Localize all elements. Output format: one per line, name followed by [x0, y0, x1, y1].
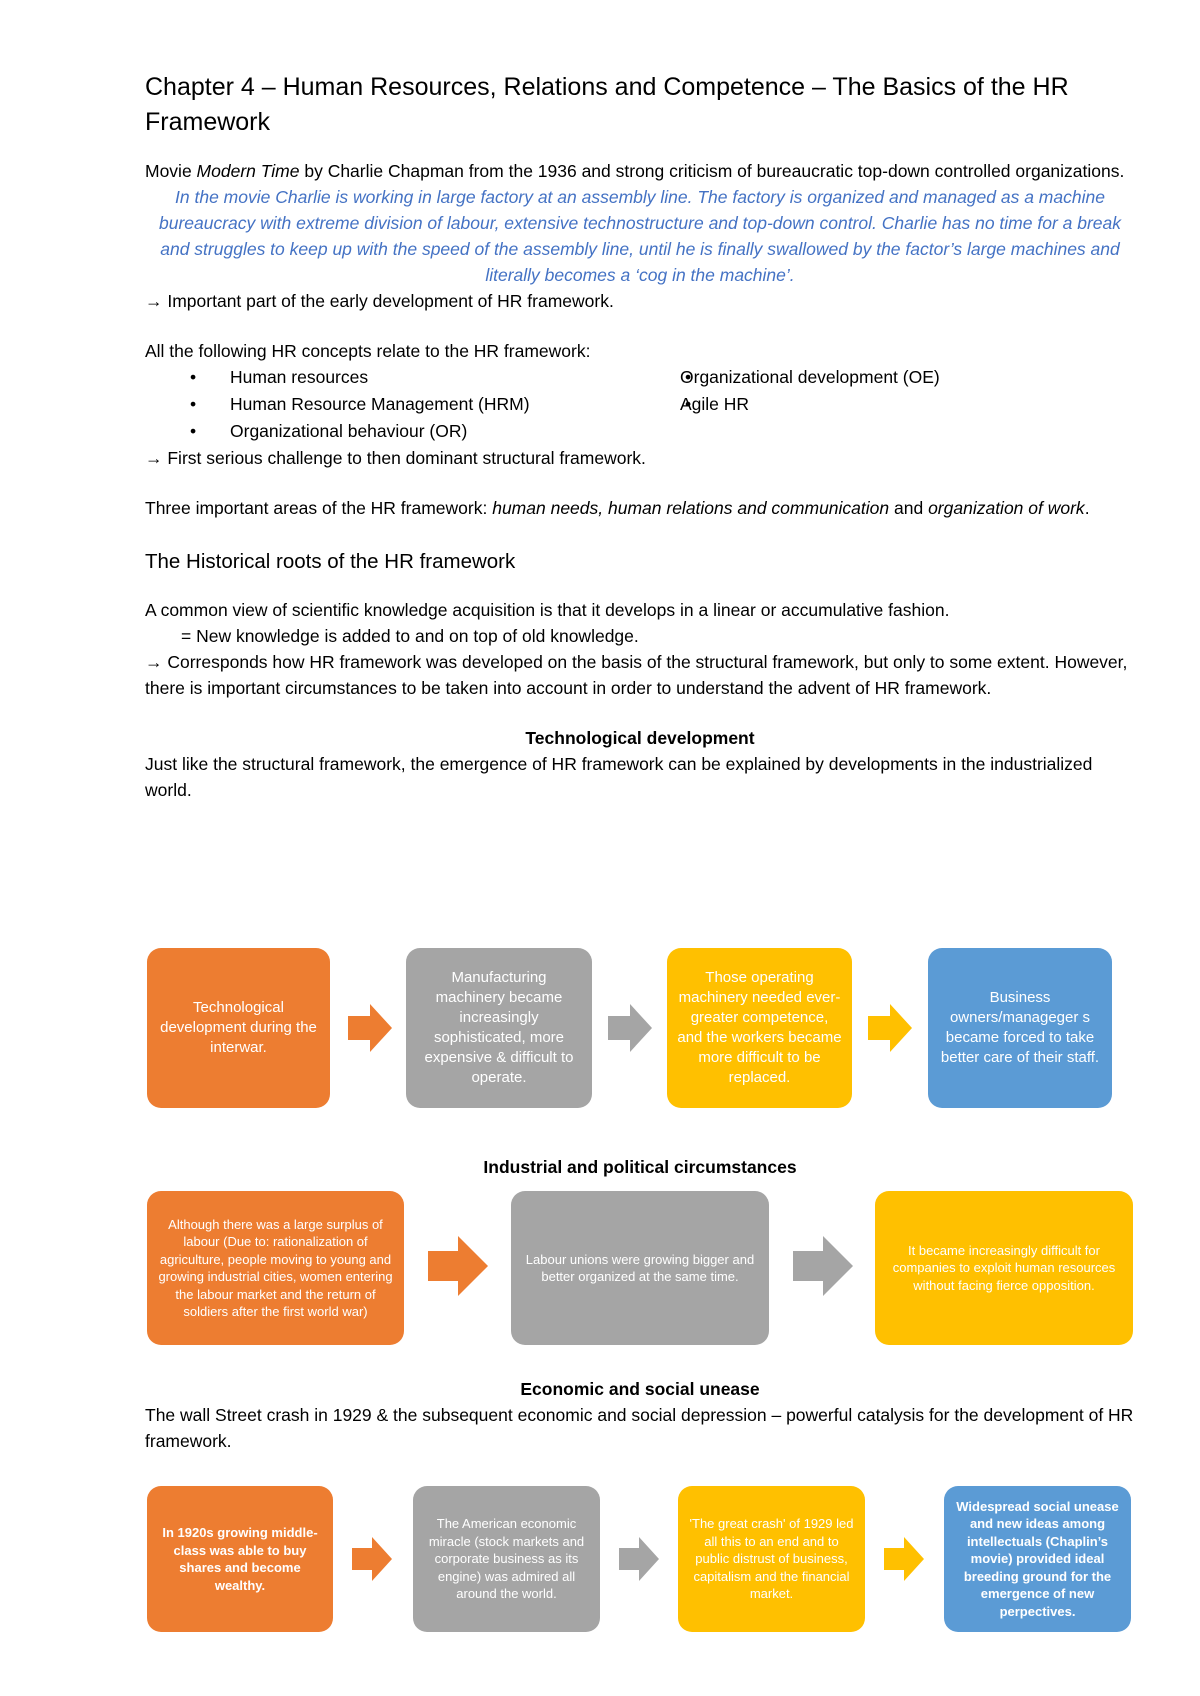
document-page [145, 70, 1135, 803]
intro-text-a: Movie [145, 161, 197, 181]
areas-end: . [1084, 498, 1090, 518]
list-item: • Human Resource Management (HRM) [145, 391, 640, 418]
areas-paragraph [145, 495, 1135, 521]
list-item: • Human resources [145, 364, 640, 391]
arrow-right-icon [619, 1537, 659, 1581]
areas-mid: and [889, 498, 929, 518]
economic-section [145, 1376, 1135, 1454]
economic-box-2: The American economic miracle (stock markets and corporate business as its engine) was admired all around the world. [413, 1486, 600, 1632]
page-title: Chapter 4 – Human Resources, Relations and Competence – The Basics of the HR Framework [145, 73, 1069, 136]
roots-paragraph-2: = New knowledge is added to and on top of old knowledge. [181, 626, 639, 646]
industrial-box-1: Although there was a large surplus of labour (Due to: rationalization of agriculture, people moving to young and growing industrial cities, women entering the labour market and the return of soldiers after the first world war) [147, 1191, 404, 1345]
intro-paragraph [145, 158, 1135, 184]
tech-paragraph: Just like the structural framework, the emergence of HR framework can be explained by developments in the industrialized world. [145, 754, 1093, 800]
economic-box-3: 'The great crash' of 1929 led all this to an end and to public distrust of business, capitalism and the financial market. [678, 1486, 865, 1632]
list-item: • Agile HR [640, 391, 940, 418]
arrow-right-icon [428, 1236, 488, 1296]
industrial-box-3: It became increasingly difficult for companies to exploit human resources without facing fierce opposition. [875, 1191, 1133, 1345]
areas-lead: Three important areas of the HR framework: [145, 498, 493, 518]
arrow-right-icon [348, 1004, 392, 1052]
movie-title: Modern Time [196, 161, 300, 181]
subheading-economic: Economic and social unease [520, 1379, 760, 1399]
tech-box-4: Business owners/manageger s became forced to take better care of their staff. [928, 948, 1112, 1108]
tech-box-3: Those operating machinery needed ever-greater competence, and the workers became more difficult to be replaced. [667, 948, 852, 1108]
movie-quote: In the movie Charlie is working in large factory at an assembly line. The factory is organized and managed as a machine bureaucracy with extreme division of labour, extensive technostructure and top-down control. Charlie has no time for a break and struggles to keep up with the speed of the assembly line, until he is finally swallowed by the factor’s large machines and literally becomes a ‘cog in the machine’. [158, 187, 1122, 285]
roots-paragraph-3: → Corresponds how HR framework was developed on the basis of the structural framework, but only to some extent. However, there is important circumstances to be taken into account in order to understand the advent of HR framework. [145, 652, 1128, 698]
areas-italic-1: human needs, human relations and communication [492, 498, 890, 518]
arrow-right-icon [868, 1004, 912, 1052]
tech-box-2: Manufacturing machinery became increasingly sophisticated, more expensive & difficult to operate. [406, 948, 592, 1108]
economic-box-4: Widespread social unease and new ideas among intellectuals (Chaplin’s movie) provided ideal breeding ground for the emergence of new perpectives. [944, 1486, 1131, 1632]
arrow-right-icon [352, 1537, 392, 1581]
economic-box-1: In 1920s growing middle-class was able to buy shares and become wealthy. [147, 1486, 333, 1632]
subheading-technological: Technological development [525, 728, 755, 748]
concepts-list [145, 364, 1025, 445]
list-item: • Organizational development (OE) [640, 364, 940, 391]
roots-paragraph-1: A common view of scientific knowledge acquisition is that it develops in a linear or accumulative fashion. [145, 600, 950, 620]
tech-box-1: Technological development during the interwar. [147, 948, 330, 1108]
concepts-lead: All the following HR concepts relate to the HR framework: [145, 341, 591, 361]
intro-text-b: by Charlie Chapman from the 1936 and strong criticism of bureaucratic top-down controlled organizations. [299, 161, 1125, 181]
arrow-right-icon [608, 1004, 652, 1052]
intro-arrow-line: → Important part of the early development of HR framework. [145, 291, 614, 311]
areas-italic-2: organization of work [928, 498, 1085, 518]
arrow-right-icon [884, 1537, 924, 1581]
list-item: • Organizational behaviour (OR) [145, 418, 640, 445]
arrow-right-icon [793, 1236, 853, 1296]
subheading-industrial: Industrial and political circumstances [483, 1157, 797, 1177]
concepts-arrow-line: → First serious challenge to then dominant structural framework. [145, 448, 646, 468]
section-heading-historical-roots: The Historical roots of the HR framework [145, 550, 516, 573]
industrial-box-2: Labour unions were growing bigger and better organized at the same time. [511, 1191, 769, 1345]
economic-paragraph: The wall Street crash in 1929 & the subsequent economic and social depression – powerful catalysis for the development of HR framework. [145, 1405, 1134, 1451]
